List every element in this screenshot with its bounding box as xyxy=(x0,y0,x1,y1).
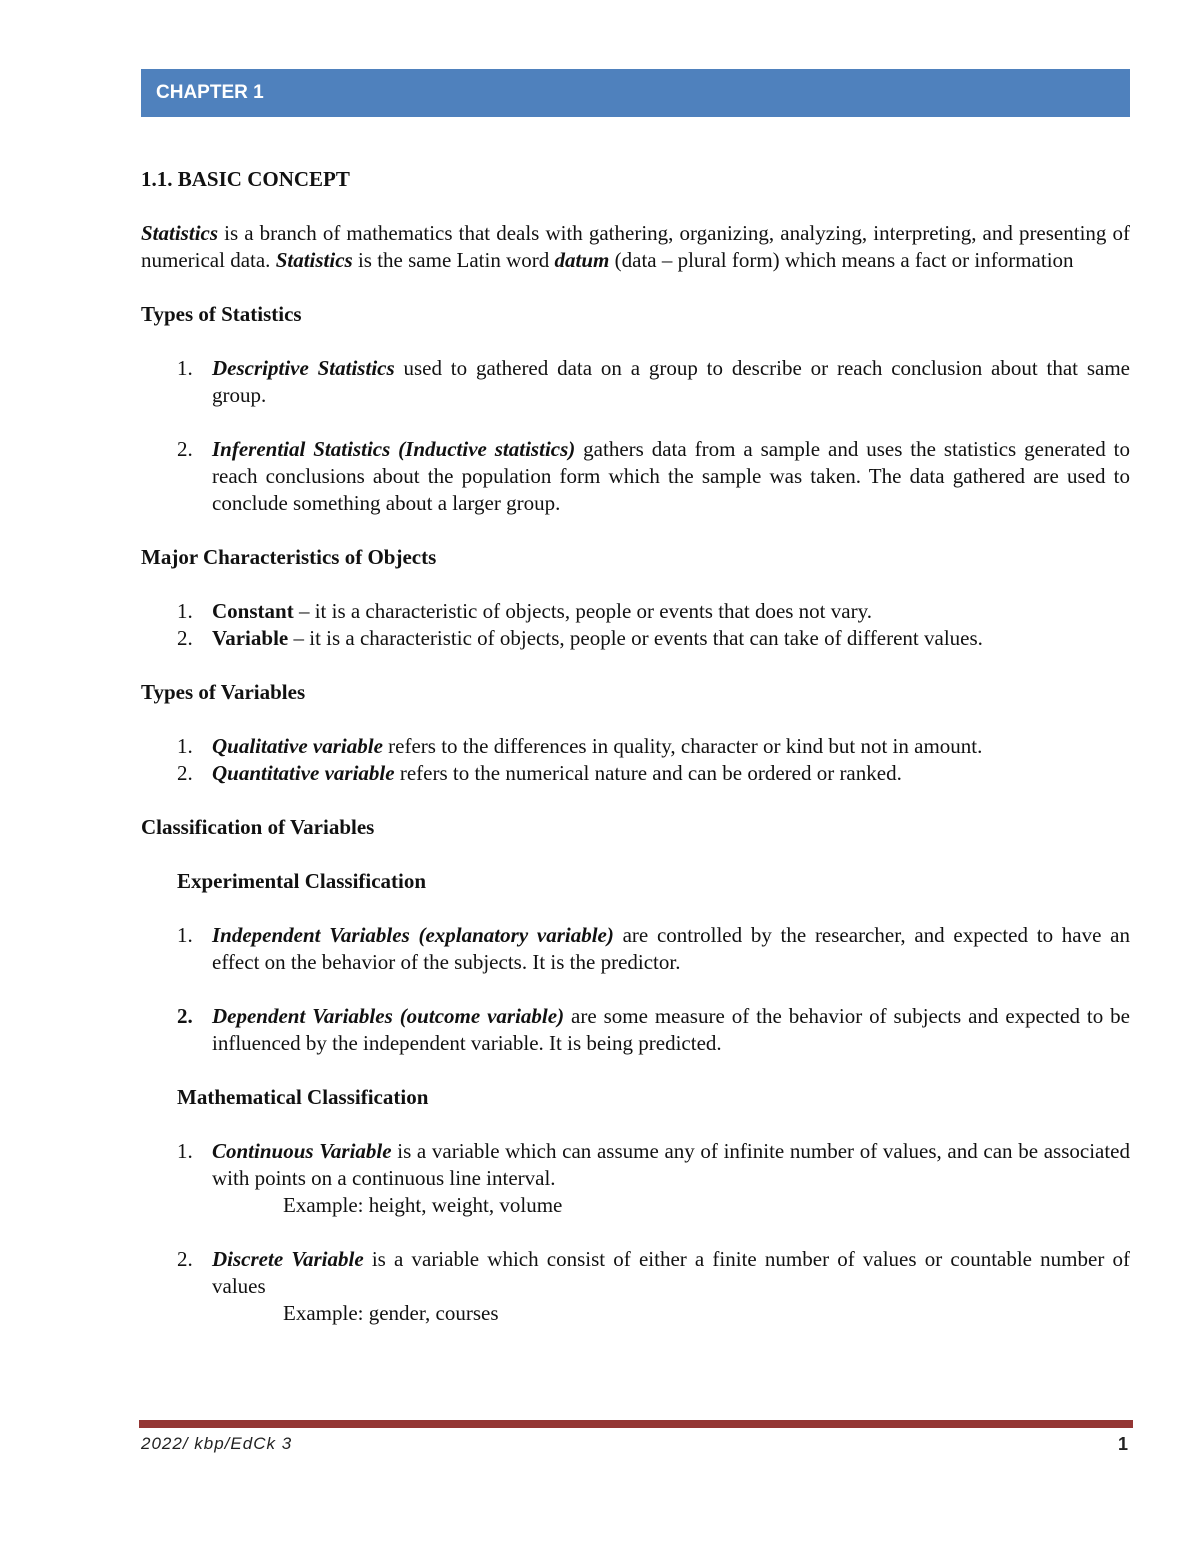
types-of-statistics-heading: Types of Statistics xyxy=(141,302,302,326)
list-item xyxy=(141,733,1130,760)
item-term: Descriptive Statistics xyxy=(212,356,395,380)
classification-heading: Classification of Variables xyxy=(141,815,375,839)
experimental-classification-heading: Experimental Classification xyxy=(177,869,427,893)
item-term: Variable xyxy=(212,626,289,650)
mathematical-classification-heading: Mathematical Classification xyxy=(177,1085,429,1109)
intro-text-3: (data – plural form) which means a fact or information xyxy=(609,248,1074,272)
item-text: – it is a characteristic of objects, people or events that can take of different values. xyxy=(288,626,983,650)
item-text: are some measure of the behavior of subjects and expected to be influenced by the independent variable. It is being predicted. xyxy=(212,1004,1130,1055)
types-of-variables-list xyxy=(141,733,1130,787)
types-of-statistics-list xyxy=(141,355,1130,517)
item-term: Independent Variables (explanatory variable) xyxy=(212,923,614,947)
major-characteristics-list xyxy=(141,598,1130,652)
item-number: 1. xyxy=(177,1139,193,1163)
chapter-header-bar xyxy=(141,69,1130,117)
types-of-variables-heading: Types of Variables xyxy=(141,680,306,704)
item-term: Constant xyxy=(212,599,294,623)
footer-course-code: 2022/ kbp/EdCk 3 xyxy=(141,1434,293,1453)
intro-term-statistics-2: Statistics xyxy=(275,248,353,272)
item-text: used to gathered data on a group to describe or reach conclusion about that same group. xyxy=(212,356,1130,407)
item-text: is a variable which consist of either a finite number of values or countable number of values xyxy=(212,1247,1130,1298)
list-item xyxy=(141,1246,1130,1300)
intro-term-datum: datum xyxy=(554,248,610,272)
chapter-title: CHAPTER 1 xyxy=(156,82,264,103)
item-text: refers to the numerical nature and can be ordered or ranked. xyxy=(394,761,902,785)
mathematical-classification-list xyxy=(141,1138,1130,1192)
example-text: Example: gender, courses xyxy=(283,1301,499,1325)
intro-term-statistics: Statistics xyxy=(141,221,219,245)
list-item xyxy=(141,1138,1130,1192)
list-item xyxy=(141,760,1130,787)
item-text: is a variable which can assume any of infinite number of values, and can be associated with points on a continuous line interval. xyxy=(212,1139,1131,1190)
item-number: 1. xyxy=(177,356,193,380)
list-item xyxy=(141,922,1130,976)
list-item xyxy=(141,1003,1130,1057)
item-term: Continuous Variable xyxy=(212,1139,392,1163)
item-number: 2. xyxy=(177,626,193,650)
list-item xyxy=(141,436,1130,517)
intro-paragraph xyxy=(141,220,1130,274)
major-characteristics-heading: Major Characteristics of Objects xyxy=(141,545,437,569)
item-number: 1. xyxy=(177,599,193,623)
intro-text-1: is a branch of mathematics that deals with gathering, organizing, analyzing, interpreting, and presenting of numerical data. xyxy=(141,221,1130,272)
item-term: Qualitative variable xyxy=(212,734,383,758)
list-item xyxy=(141,355,1130,409)
item-number: 2. xyxy=(177,437,193,461)
item-number: 1. xyxy=(177,923,193,947)
item-text: – it is a characteristic of objects, people or events that does not vary. xyxy=(293,599,872,623)
mathematical-classification-list-2 xyxy=(141,1246,1130,1300)
footer-rule xyxy=(139,1420,1133,1428)
document-body xyxy=(141,166,1130,1327)
list-item xyxy=(141,625,1130,652)
item-number: 2. xyxy=(177,1004,193,1028)
item-term: Quantitative variable xyxy=(212,761,395,785)
item-term: Inferential Statistics (Inductive statistics) xyxy=(212,437,576,461)
section-title: 1.1. BASIC CONCEPT xyxy=(141,167,350,191)
page-number: 1 xyxy=(1117,1434,1128,1454)
list-item xyxy=(141,598,1130,625)
item-text: are controlled by the researcher, and expected to have an effect on the behavior of the subjects. It is the predictor. xyxy=(212,923,1130,974)
item-number: 2. xyxy=(177,761,193,785)
experimental-classification-list xyxy=(141,922,1130,1057)
example-text: Example: height, weight, volume xyxy=(283,1193,563,1217)
item-term: Discrete Variable xyxy=(212,1247,364,1271)
item-number: 2. xyxy=(177,1247,193,1271)
item-text: refers to the differences in quality, character or kind but not in amount. xyxy=(382,734,983,758)
item-term: Dependent Variables (outcome variable) xyxy=(212,1004,565,1028)
item-number: 1. xyxy=(177,734,193,758)
item-text: gathers data from a sample and uses the statistics generated to reach conclusions about the population form which the sample was taken. The data gathered are used to conclude something about a larger group. xyxy=(212,437,1130,515)
intro-text-2: is the same Latin word xyxy=(352,248,555,272)
